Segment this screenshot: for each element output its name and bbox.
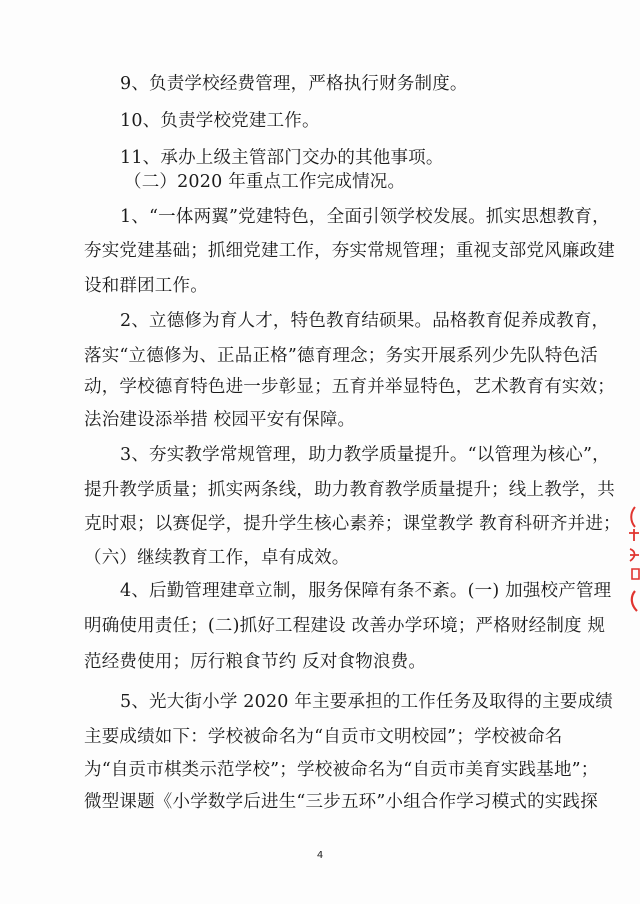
text-line: 5、光大街小学 2020 年主要承担的工作任务及取得的主要成绩 bbox=[120, 692, 613, 712]
text-line: 动，学校德育特色进一步彰显；五育并举显特色，艺术教育有实效； bbox=[84, 377, 615, 397]
red-seal-stamp-edge bbox=[626, 505, 640, 615]
text-line: 法治建设添举措 校园平安有保障。 bbox=[84, 410, 356, 430]
text-line: 设和群团工作。 bbox=[84, 276, 208, 296]
text-line: 夯实党建基础；抓细党建工作，夯实常规管理；重视支部党风廉政建 bbox=[84, 241, 615, 261]
page-number: 4 bbox=[316, 850, 324, 861]
text-line: 明确使用责任；(二)抓好工程建设 改善办学环境；严格财经制度 规 bbox=[84, 616, 606, 636]
text-line: 9、负责学校经费管理，严格执行财务制度。 bbox=[120, 74, 468, 94]
text-line: （六）继续教育工作，卓有成效。 bbox=[84, 548, 350, 568]
text-line: 1、“一体两翼”党建特色，全面引领学校发展。抓实思想教育， bbox=[120, 207, 610, 227]
text-line: 克时艰；以赛促学，提升学生核心素养；课堂教学 教育科研齐并进； bbox=[84, 514, 621, 534]
section-heading: （二）2020 年重点工作完成情况。 bbox=[124, 172, 406, 192]
text-line: 主要成绩如下：学校被命名为“自贡市文明校园”；学校被命名 bbox=[84, 727, 563, 747]
text-line: 落实“立德修为、正品正格”德育理念；务实开展系列少先队特色活 bbox=[84, 346, 598, 366]
text-line: 范经费使用；厉行粮食节约 反对食物浪费。 bbox=[84, 652, 427, 672]
text-line: 11、承办上级主管部门交办的其他事项。 bbox=[120, 148, 444, 168]
text-line: 2、立德修为育人才，特色教育结硕果。品格教育促养成教育， bbox=[120, 311, 610, 331]
text-line: 3、夯实教学常规管理，助力教学质量提升。“以管理为核心”， bbox=[120, 445, 610, 465]
text-line: 10、负责学校党建工作。 bbox=[120, 111, 320, 131]
text-line: 微型课题《小学数学后进生“三步五环”小组合作学习模式的实践探 bbox=[84, 792, 598, 812]
text-line: 提升教学质量；抓实两条线，助力教育教学质量提升；线上教学，共 bbox=[84, 480, 615, 500]
text-line: 为“自贡市棋类示范学校”；学校被命名为“自贡市美育实践基地”； bbox=[84, 760, 599, 780]
text-line: 4、后勤管理建章立制，服务保障有条不紊。(一) 加强校产管理 bbox=[120, 581, 612, 601]
